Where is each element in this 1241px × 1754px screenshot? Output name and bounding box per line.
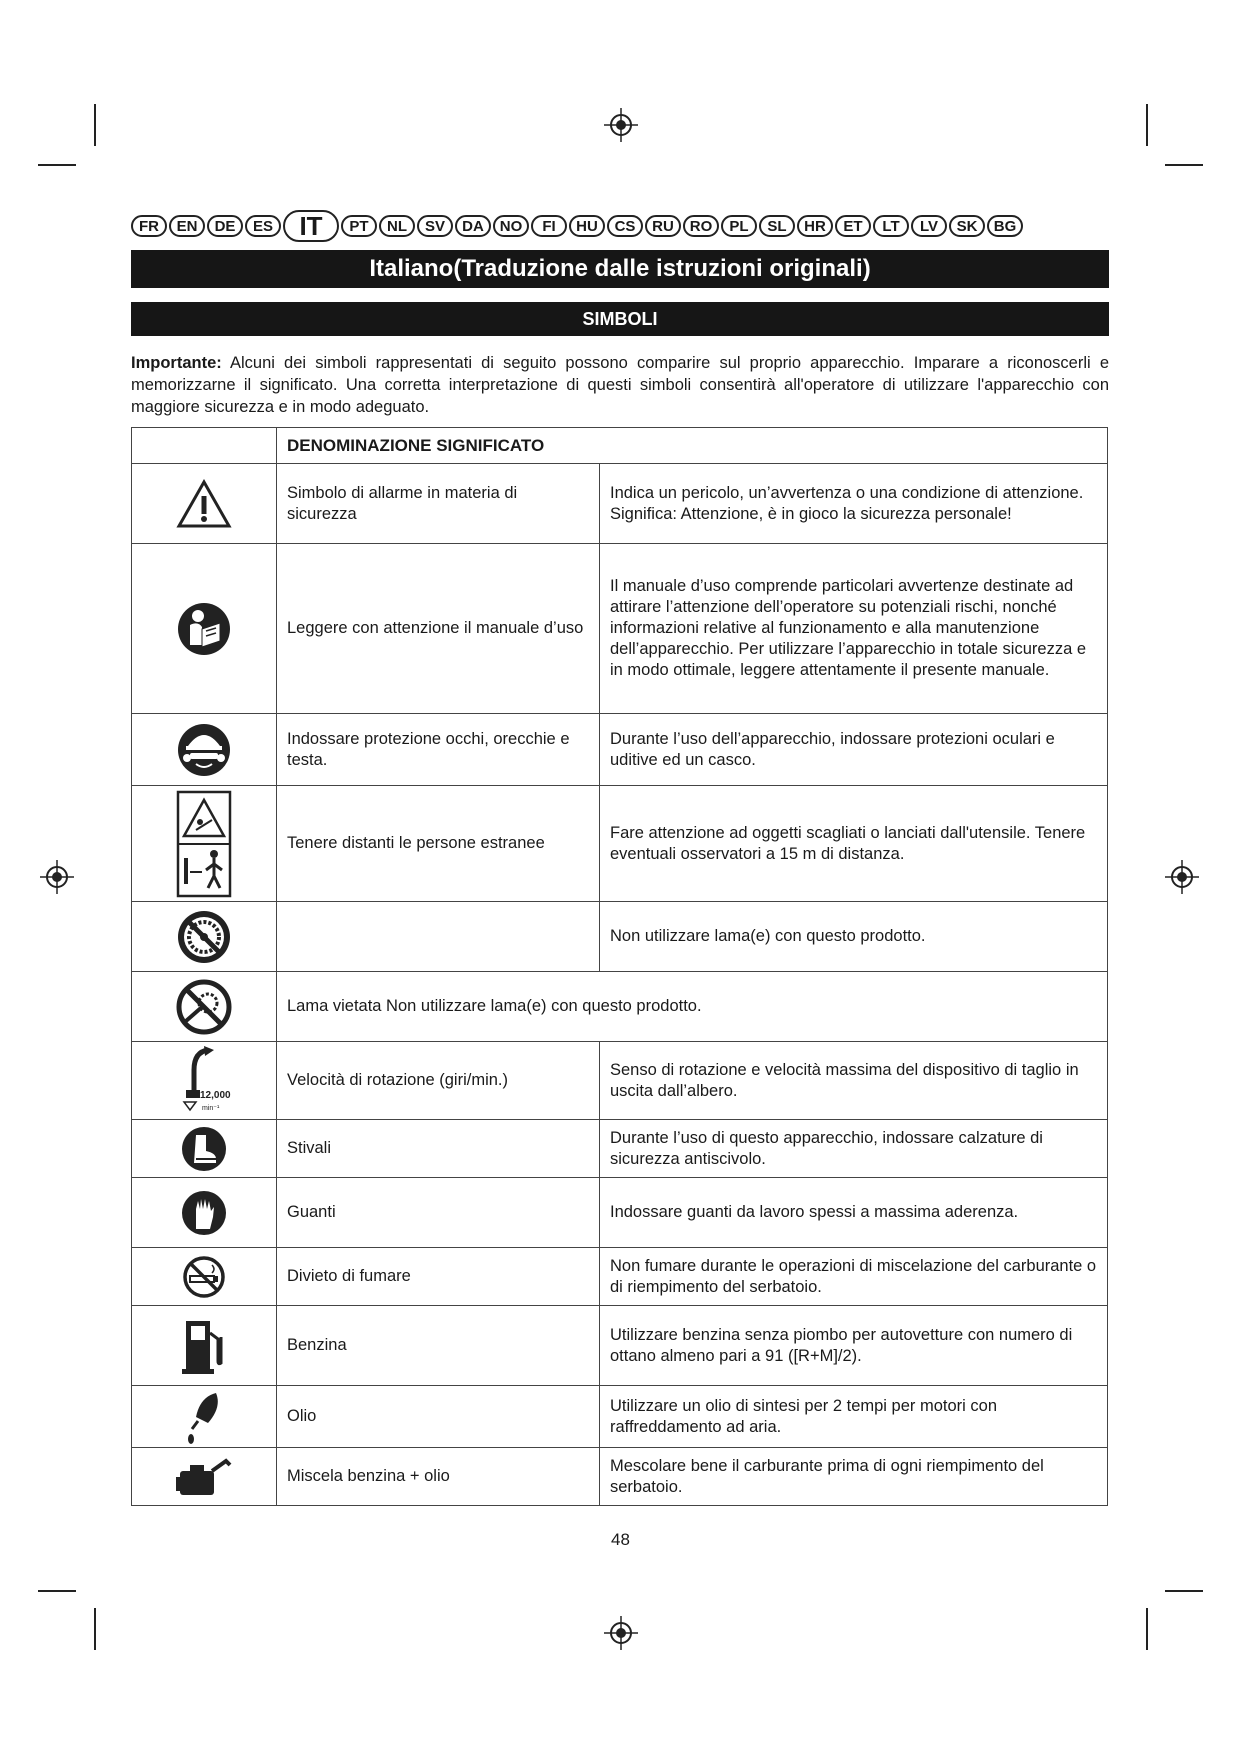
symbol-name: Indossare protezione occhi, orecchie e testa. — [277, 714, 600, 786]
table-row — [132, 1042, 1108, 1120]
boots-icon — [180, 1139, 228, 1157]
language-badge: HU — [569, 215, 605, 237]
crop-mark — [1165, 164, 1203, 166]
symbol-name: Leggere con attenzione il manuale d’uso — [277, 544, 600, 714]
language-badge: PT — [341, 215, 377, 237]
language-badge: SV — [417, 215, 453, 237]
table-row — [132, 1306, 1108, 1386]
table-row — [132, 1178, 1108, 1248]
crop-mark — [1146, 104, 1148, 146]
symbol-name: Olio — [277, 1386, 600, 1448]
intro-text: Alcuni dei simboli rappresentati di seguito possono comparire sul proprio apparecchio. Imparare a riconoscerli e memorizzarne il significato. Una corretta interpretazione di questi simboli consentirà all'operatore di utilizzare l'apparecchio con maggiore sicurezza e in modo adeguato. — [131, 354, 1109, 416]
symbol-meaning: Non utilizzare lama(e) con questo prodotto. — [600, 902, 1108, 972]
symbol-meaning: Utilizzare benzina senza piombo per autovetture con numero di ottano almeno pari a 91 ([R+M]/2). — [600, 1306, 1108, 1386]
table-row — [132, 1448, 1108, 1506]
crop-mark — [94, 104, 96, 146]
page-number: 48 — [611, 1530, 630, 1549]
symbol-meaning: Senso di rotazione e velocità massima del dispositivo di taglio in uscita dall’albero. — [600, 1042, 1108, 1120]
language-badge: DE — [207, 215, 243, 237]
language-badge: EN — [169, 215, 205, 237]
table-header-row — [132, 428, 1108, 464]
registration-mark-icon — [604, 108, 638, 142]
symbol-meaning: Non fumare durante le operazioni di miscelazione del carburante o di riempimento del serbatoio. — [600, 1248, 1108, 1306]
language-badge: DA — [455, 215, 491, 237]
language-badge: ES — [245, 215, 281, 237]
symbol-name: Divieto di fumare — [277, 1248, 600, 1306]
fuel-pump-icon — [182, 1336, 226, 1354]
symbol-name: Simbolo di allarme in materia di sicurezza — [277, 464, 600, 544]
language-badge: HR — [797, 215, 833, 237]
symbol-name — [277, 902, 600, 972]
rotation-speed-icon — [174, 1071, 234, 1112]
language-bar — [131, 210, 1109, 242]
oil-can-icon — [182, 1407, 226, 1425]
symbol-name: Velocità di rotazione (giri/min.) — [277, 1042, 600, 1120]
registration-mark-icon — [1165, 860, 1199, 894]
symbol-meaning: Mescolare bene il carburante prima di ogni riempimento del serbatoio. — [600, 1448, 1108, 1506]
symbol-name: Benzina — [277, 1306, 600, 1386]
intro-paragraph — [131, 352, 1109, 418]
svg-text:12,000: 12,000 — [200, 1089, 231, 1101]
symbol-name: Guanti — [277, 1178, 600, 1248]
symbol-name: Miscela benzina + olio — [277, 1448, 600, 1506]
crop-mark — [38, 164, 76, 166]
table-row — [132, 972, 1108, 1042]
language-badge: NL — [379, 215, 415, 237]
language-badge: BG — [987, 215, 1023, 237]
language-badge: LV — [911, 215, 947, 237]
table-header: DENOMINAZIONE SIGNIFICATO — [277, 428, 1108, 464]
symbol-name: Tenere distanti le persone estranee — [277, 786, 600, 902]
page-title: Italiano(Traduzione dalle istruzioni originali) — [131, 250, 1109, 288]
symbol-meaning: Indossare guanti da lavoro spessi a massima aderenza. — [600, 1178, 1108, 1248]
no-smoking-icon — [182, 1267, 226, 1285]
blade-prohibited-icon — [176, 997, 232, 1015]
language-badge: FR — [131, 215, 167, 237]
language-badge: CS — [607, 215, 643, 237]
symbol-meaning: Fare attenzione ad oggetti scagliati o lanciati dall'utensile. Tenere eventuali osservatori a 15 m di distanza. — [600, 786, 1108, 902]
keep-bystanders-away-icon — [176, 834, 232, 852]
symbol-name: Lama vietata Non utilizzare lama(e) con questo prodotto. — [277, 972, 1108, 1042]
symbol-meaning: Durante l’uso di questo apparecchio, indossare calzature di sicurezza antiscivolo. — [600, 1120, 1108, 1178]
symbol-meaning: Durante l’uso dell’apparecchio, indossare protezioni oculari e uditive ed un casco. — [600, 714, 1108, 786]
table-row — [132, 714, 1108, 786]
read-manual-icon — [176, 619, 232, 637]
table-row — [132, 544, 1108, 714]
crop-mark — [1165, 1590, 1203, 1592]
safety-alert-icon — [176, 494, 232, 512]
no-blade-icon — [176, 927, 232, 945]
table-row — [132, 1120, 1108, 1178]
crop-mark — [94, 1608, 96, 1650]
symbol-meaning: Utilizzare un olio di sintesi per 2 tempi per motori con raffreddamento ad aria. — [600, 1386, 1108, 1448]
language-badge: RO — [683, 215, 719, 237]
svg-text:min⁻¹: min⁻¹ — [202, 1104, 220, 1112]
symbol-meaning: Indica un pericolo, un’avvertenza o una condizione di attenzione. Significa: Attenzione, è in gioco la sicurezza personale! — [600, 464, 1108, 544]
language-badge: FI — [531, 215, 567, 237]
registration-mark-icon — [604, 1616, 638, 1650]
language-badge: PL — [721, 215, 757, 237]
language-badge: NO — [493, 215, 529, 237]
table-row — [132, 902, 1108, 972]
table-row — [132, 464, 1108, 544]
section-heading: SIMBOLI — [131, 302, 1109, 336]
table-row — [132, 1248, 1108, 1306]
symbols-table — [131, 427, 1108, 1506]
language-badge: ET — [835, 215, 871, 237]
intro-label: Importante: — [131, 354, 222, 372]
eye-ear-head-protection-icon — [176, 740, 232, 758]
crop-mark — [1146, 1608, 1148, 1650]
crop-mark — [38, 1590, 76, 1592]
gloves-icon — [180, 1203, 228, 1221]
fuel-oil-mix-icon — [174, 1467, 234, 1485]
registration-mark-icon — [40, 860, 74, 894]
language-badge: SK — [949, 215, 985, 237]
language-badge: SL — [759, 215, 795, 237]
table-row — [132, 1386, 1108, 1448]
language-badge: IT — [283, 210, 339, 242]
language-badge: LT — [873, 215, 909, 237]
symbol-meaning: Il manuale d’uso comprende particolari avvertenze destinate ad attirare l’attenzione dell’operatore su potenziali rischi, nonché informazioni relative al funzionamento e alla manutenzione dell’apparecchio. Per utilizzare l’apparecchio in totale sicurezza e in modo ottimale, leggere attentamente il presente manuale. — [600, 544, 1108, 714]
symbol-name: Stivali — [277, 1120, 600, 1178]
table-row — [132, 786, 1108, 902]
language-badge: RU — [645, 215, 681, 237]
